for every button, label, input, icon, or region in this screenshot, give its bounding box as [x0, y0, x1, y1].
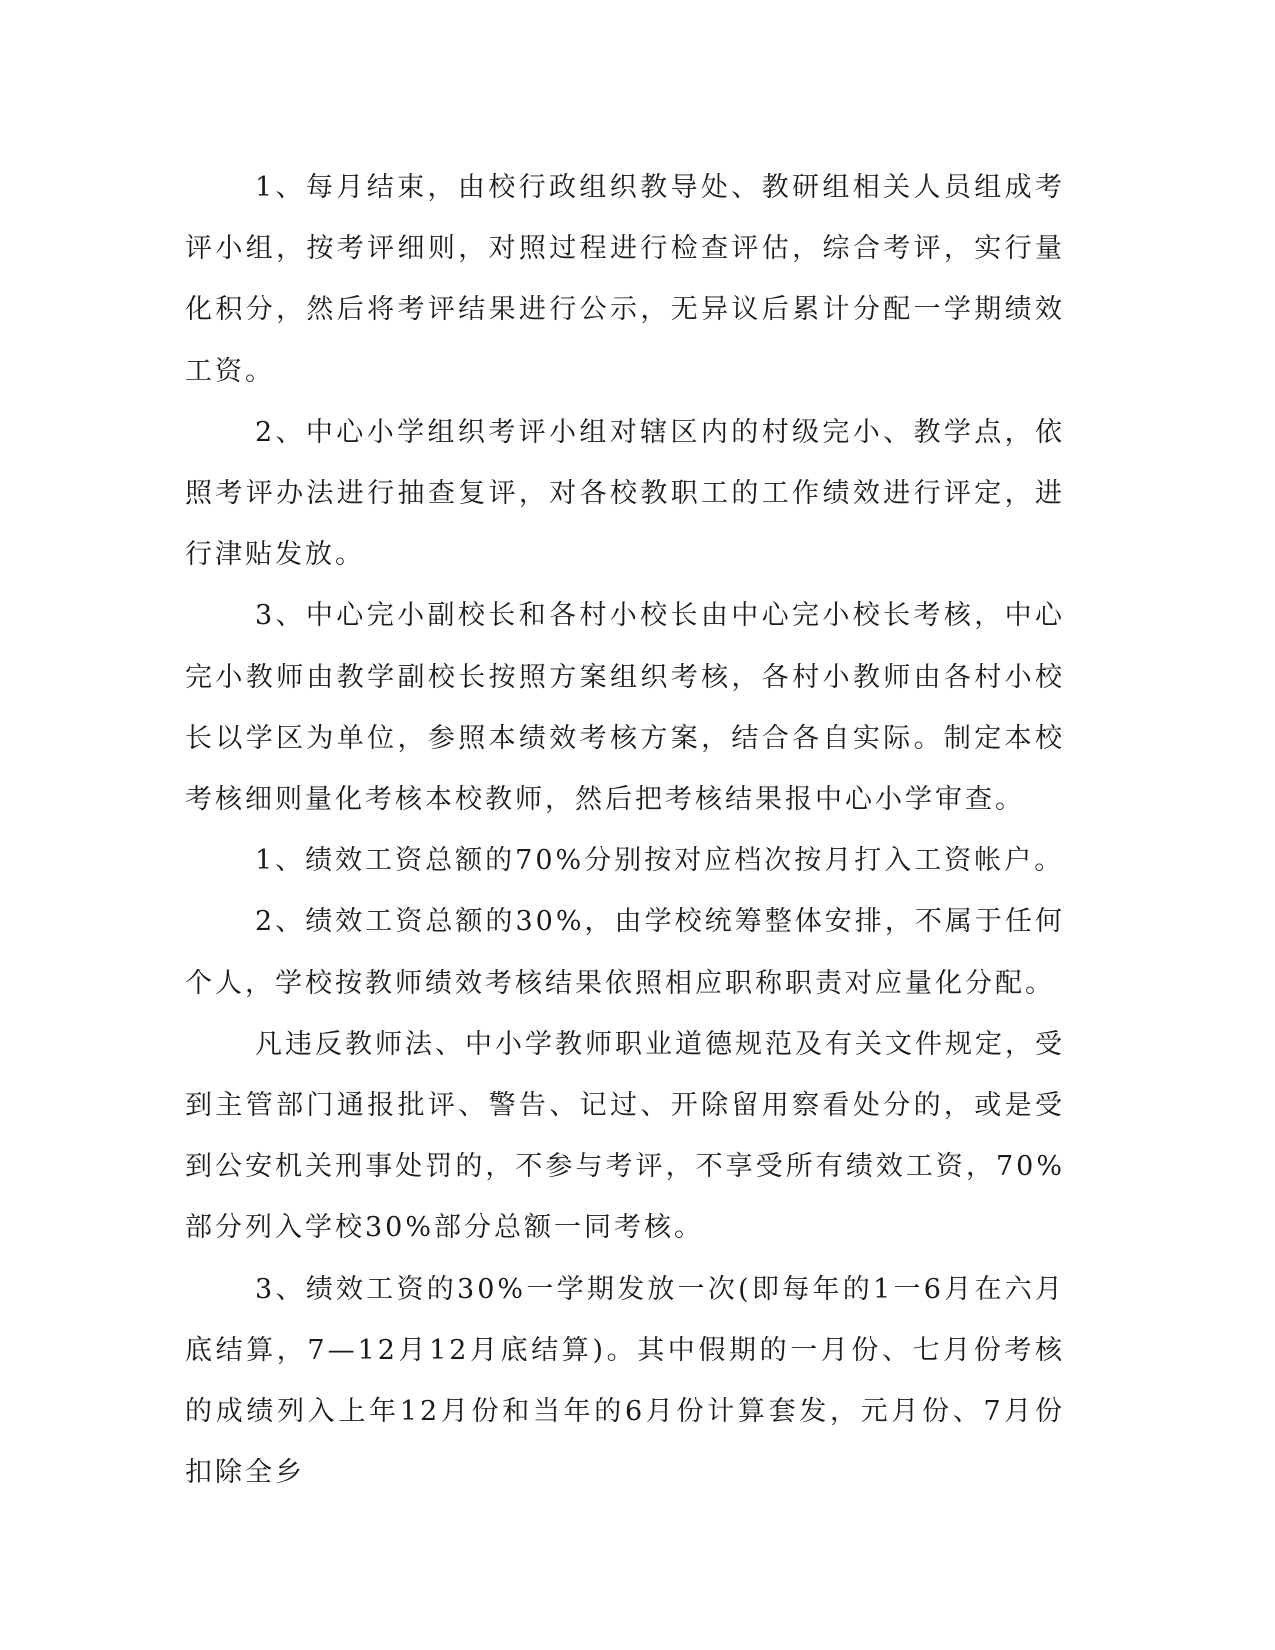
paragraph-violation-rule: 凡违反教师法、中小学教师职业道德规范及有关文件规定，受到主管部门通报批评、警告、记过、开除留用察看处分的，或是受到公安机关刑事处罚的，不参与考评，不享受所有绩效工资，70%部分列入学校30%部分总额一同考核。: [185, 1028, 1065, 1244]
paragraph-payment-schedule: 3、绩效工资的30%一学期发放一次(即每年的1一6月在六月底结算，7—12月12月底结算)。其中假期的一月份、七月份考核的成绩列入上年12月份和当年的6月份计算套发，元月份、7月份扣除全乡: [185, 1273, 1065, 1489]
paragraph-salary-70-percent: 1、绩效工资总额的70%分别按对应档次按月打入工资帐户。: [255, 845, 1065, 877]
paragraph-salary-30-percent: 2、绩效工资总额的30%，由学校统筹整体安排，不属于任何个人，学校按教师绩效考核结果依照相应职称职责对应量化分配。: [185, 906, 1065, 999]
paragraph-evaluation-responsibility: 3、中心完小副校长和各村小校长由中心完小校长考核，中心完小教师由教学副校长按照方案组织考核，各村小教师由各村小校长以学区为单位，参照本绩效考核方案，结合各自实际。制定本校考核细则量化考核本校教师，然后把考核结果报中心小学审查。: [185, 600, 1065, 816]
paragraph-evaluation-center-school: 2、中心小学组织考评小组对辖区内的村级完小、教学点，依照考评办法进行抽查复评，对各校教职工的工作绩效进行评定，进行津贴发放。: [185, 416, 1065, 571]
paragraph-evaluation-monthly: 1、每月结束，由校行政组织教导处、教研组相关人员组成考评小组，按考评细则，对照过程进行检查评估，综合考评，实行量化积分，然后将考评结果进行公示，无异议后累计分配一学期绩效工资。: [185, 172, 1065, 387]
document-body: [185, 157, 1065, 1503]
